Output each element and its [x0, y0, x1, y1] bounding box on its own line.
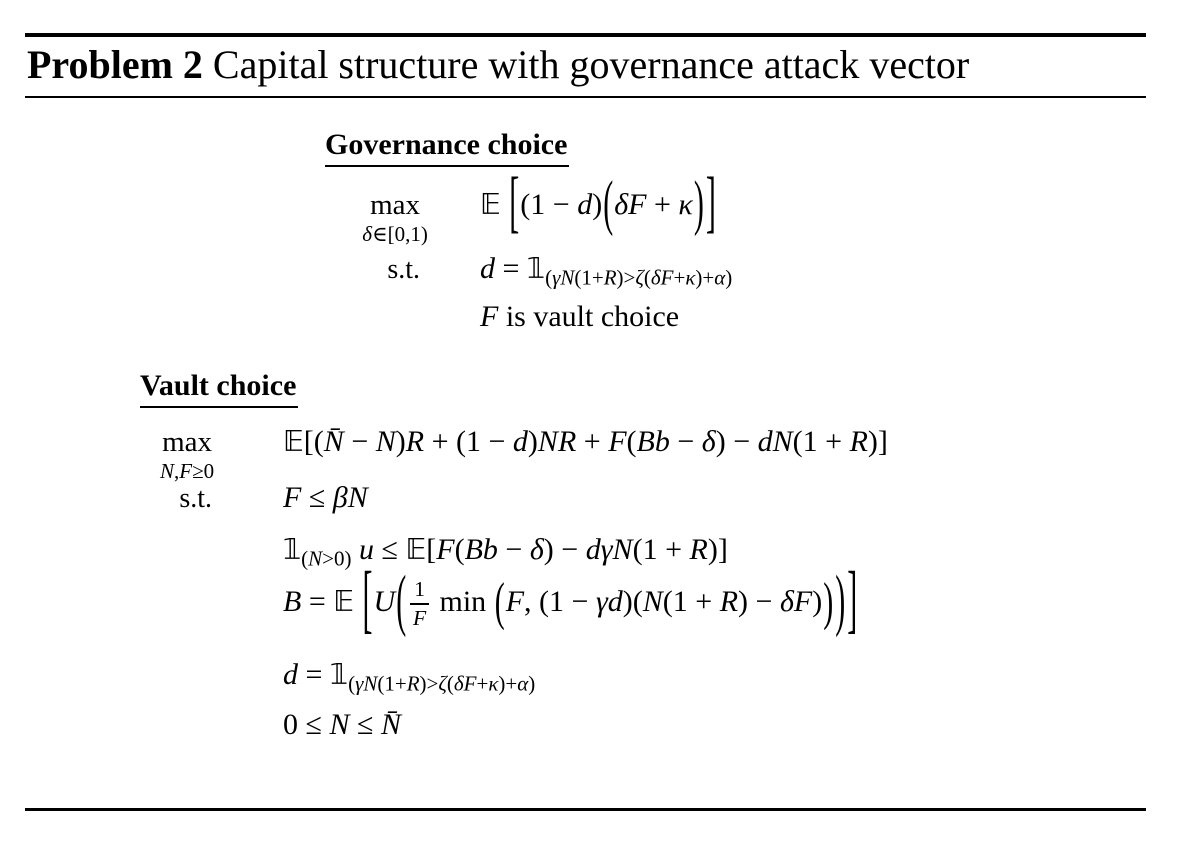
vault-constraint-formula: B = 𝔼 [U( $\frac{1}{F}$ min (F, (1 − γd)(N(1 + R) − δF)))] [283, 557, 858, 642]
vault-constraint-formula: F ≤ βN [283, 481, 368, 514]
problem-number: Problem 2 [27, 42, 203, 87]
vault-constraint-row [140, 478, 1146, 518]
problem-title: Capital structure with governance attack vector [202, 42, 970, 87]
governance-constraint-formula: $d = 𝟙_{(\gamma N(1+R)>\zeta(\delta F+\kappa)+\alpha)}$ [480, 252, 733, 290]
vault-constraint-formula: 0 ≤ N ≤ N̄ [283, 707, 401, 741]
governance-constraint-formula: F is vault choice [480, 300, 680, 333]
governance-constraint-row [325, 249, 1146, 289]
subject-to-label: s.t. [179, 483, 212, 514]
vault-constraint-formula: $d = 𝟙_{(\gamma N(1+R)>\zeta(\delta F+\kappa)+\alpha)}$ [283, 657, 536, 695]
max-operator-block [362, 189, 428, 246]
bottom-rule [25, 808, 1146, 811]
max-limits: N,F≥0 [159, 459, 215, 483]
governance-objective-formula: 𝔼 [(1 − d)(δF + κ)] [480, 165, 716, 242]
governance-objective-row [325, 165, 1146, 246]
vault-objective-row [140, 422, 1146, 483]
max-operator: max [370, 189, 420, 221]
vault-constraint-formula: $𝟙_{(N>0)}$ u ≤ 𝔼[F(Bb − δ) − dγN(1 + R)] [283, 533, 728, 571]
max-operator-block [159, 426, 215, 483]
vault-section [140, 369, 1146, 745]
subject-to-label: s.t. [387, 254, 420, 285]
vault-constraint-row [140, 705, 1146, 745]
governance-heading: Governance choice [325, 128, 1146, 167]
governance-section [325, 128, 1146, 337]
vault-constraint-row [140, 557, 1146, 642]
vault-objective-formula: 𝔼[(N̄ − N)R + (1 − d)NR + F(Bb − δ) − dN(1 + R)] [283, 425, 888, 458]
governance-constraint-row [325, 297, 1146, 337]
max-limits: δ∈[0,1) [362, 222, 428, 246]
header-rule [25, 96, 1146, 98]
vault-heading: Vault choice [140, 369, 1146, 408]
vault-constraint-row [140, 655, 1146, 695]
problem-header [25, 37, 1146, 96]
vault-constraint-row [140, 530, 1146, 570]
max-operator: max [162, 426, 212, 458]
